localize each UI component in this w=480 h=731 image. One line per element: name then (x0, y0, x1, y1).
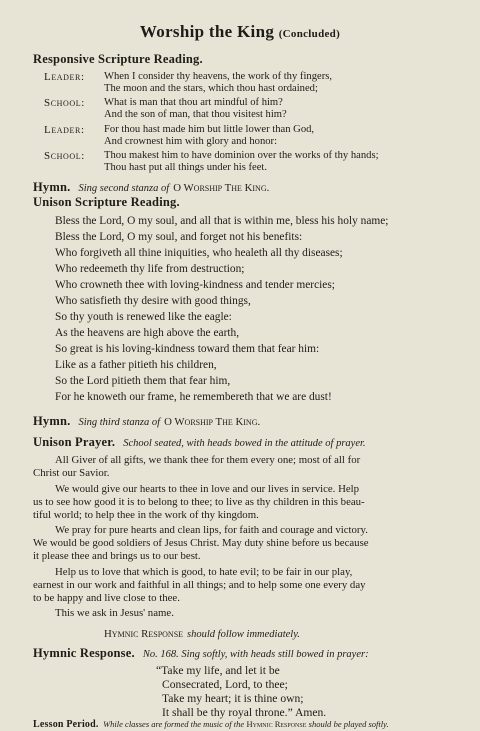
prayer-heading: Unison Prayer. (33, 435, 116, 449)
scripture-line: Who forgiveth all thine iniquities, who healeth all thy diseases; (55, 247, 343, 259)
responsive-line: When I consider thy heavens, the work of thy fingers, (104, 71, 332, 82)
scripture-line: Like as a father pitieth his children, (55, 359, 217, 371)
scripture-line: Who satisfieth thy desire with good things, (55, 295, 251, 307)
role-label: School: (44, 150, 85, 162)
role-label: School: (44, 97, 85, 109)
scripture-line: Bless the Lord, O my soul, and forget not his benefits: (55, 231, 303, 243)
hymn-heading: Hymn. (33, 414, 71, 428)
page-title (0, 22, 480, 42)
unison-scripture-heading: Unison Scripture Reading. (33, 195, 180, 209)
hymnic-response-heading: Hymnic Response. (33, 646, 135, 660)
prayer-line: to be happy and live close to thee. (33, 592, 180, 604)
role-label: Leader: (44, 71, 85, 83)
responsive-heading: Responsive Scripture Reading. (33, 52, 203, 66)
response-line: It shall be thy royal throne.” Amen. (162, 706, 327, 719)
prayer-note-rest: should follow immediately. (187, 629, 300, 640)
prayer-instruction: School seated, with heads bowed in the attitude of prayer. (123, 438, 366, 449)
page-title-main: Worship the King (139, 22, 275, 41)
lesson-heading: Lesson Period. (33, 719, 99, 730)
prayer-line: us to see how good it is to belong to thee; to live as thy children in this beau- (33, 496, 365, 508)
prayer-line: We pray for pure hearts and clean lips, for faith and courage and victory. (55, 524, 368, 536)
response-line: “Take my life, and let it be (156, 664, 280, 677)
response-line: Consecrated, Lord, to thee; (162, 678, 288, 691)
prayer-line: We would be good soldiers of Jesus Christ. May duty shine before us because (33, 537, 369, 549)
prayer-line: All Giver of all gifts, we thank thee for them every one; most of all for (55, 454, 361, 466)
hymn-title: O Worship The King. (173, 182, 270, 194)
page-title-sub: (Concluded) (278, 28, 341, 40)
lesson-instruction-a: While classes are formed the music of the (103, 719, 245, 729)
hymnic-response-instruction: No. 168. Sing softly, with heads still bowed in prayer: (142, 649, 369, 660)
responsive-line: And the son of man, that thou visitest him? (104, 109, 287, 120)
lesson-instruction-b: should (308, 719, 332, 729)
responsive-line: And crownest him with glory and honor: (104, 136, 278, 147)
responsive-line: For thou hast made him but little lower than God, (104, 124, 315, 135)
hymn-text: Sing third stanza of (78, 417, 161, 428)
lesson-instruction-title: Hymnic Response (246, 719, 307, 729)
hymn-instruction (33, 178, 269, 196)
scripture-line: For he knoweth our frame, he remembereth that we are dust! (55, 391, 332, 403)
responsive-line: Thou hast put all things under his feet. (104, 162, 267, 173)
scripture-line: Bless the Lord, O my soul, and all that is within me, bless his holy name; (55, 215, 389, 227)
hymn-text: Sing second stanza of (78, 183, 170, 194)
prayer-line: earnest in our work and faithful in all things; and to help some one every day (33, 579, 366, 591)
prayer-line: it please thee and brings us to our best. (33, 550, 201, 562)
prayer-header (33, 433, 366, 451)
responsive-line: The moon and the stars, which thou hast ordained; (104, 83, 318, 94)
hymn-title: O Worship The King. (164, 416, 261, 428)
prayer-line: Help us to love that which is good, to hate evil; to be fair in our play, (55, 566, 353, 578)
prayer-line: We would give our hearts to thee in love and our lives in service. Help (55, 483, 360, 495)
prayer-line: This we ask in Jesus' name. (55, 607, 174, 619)
role-label: Leader: (44, 124, 85, 136)
scripture-line: So thy youth is renewed like the eagle: (55, 311, 232, 323)
hymn-instruction (33, 412, 260, 430)
prayer-note (104, 624, 300, 642)
prayer-line: tiful world; to help thee in the work of thy kingdom. (33, 509, 259, 521)
responsive-line: Thou makest him to have dominion over the works of thy hands; (104, 150, 379, 161)
scripture-line: Who redeemeth thy life from destruction; (55, 263, 245, 275)
scripture-line: So the Lord pitieth them that fear him, (55, 375, 231, 387)
response-line: Take my heart; it is thine own; (162, 692, 304, 705)
scripture-line: So great is his loving-kindness toward them that fear him: (55, 343, 320, 355)
lesson-instruction-c: be played softly. (333, 719, 389, 729)
prayer-line: Christ our Savior. (33, 467, 110, 479)
lesson-period (33, 719, 389, 730)
hymnic-response-header (33, 644, 369, 662)
hymn-heading: Hymn. (33, 180, 71, 194)
scripture-line: As the heavens are high above the earth, (55, 327, 240, 339)
prayer-note-title: Hymnic Response (104, 628, 184, 640)
responsive-line: What is man that thou art mindful of him? (104, 97, 283, 108)
scripture-line: Who crowneth thee with loving-kindness and tender mercies; (55, 279, 335, 291)
